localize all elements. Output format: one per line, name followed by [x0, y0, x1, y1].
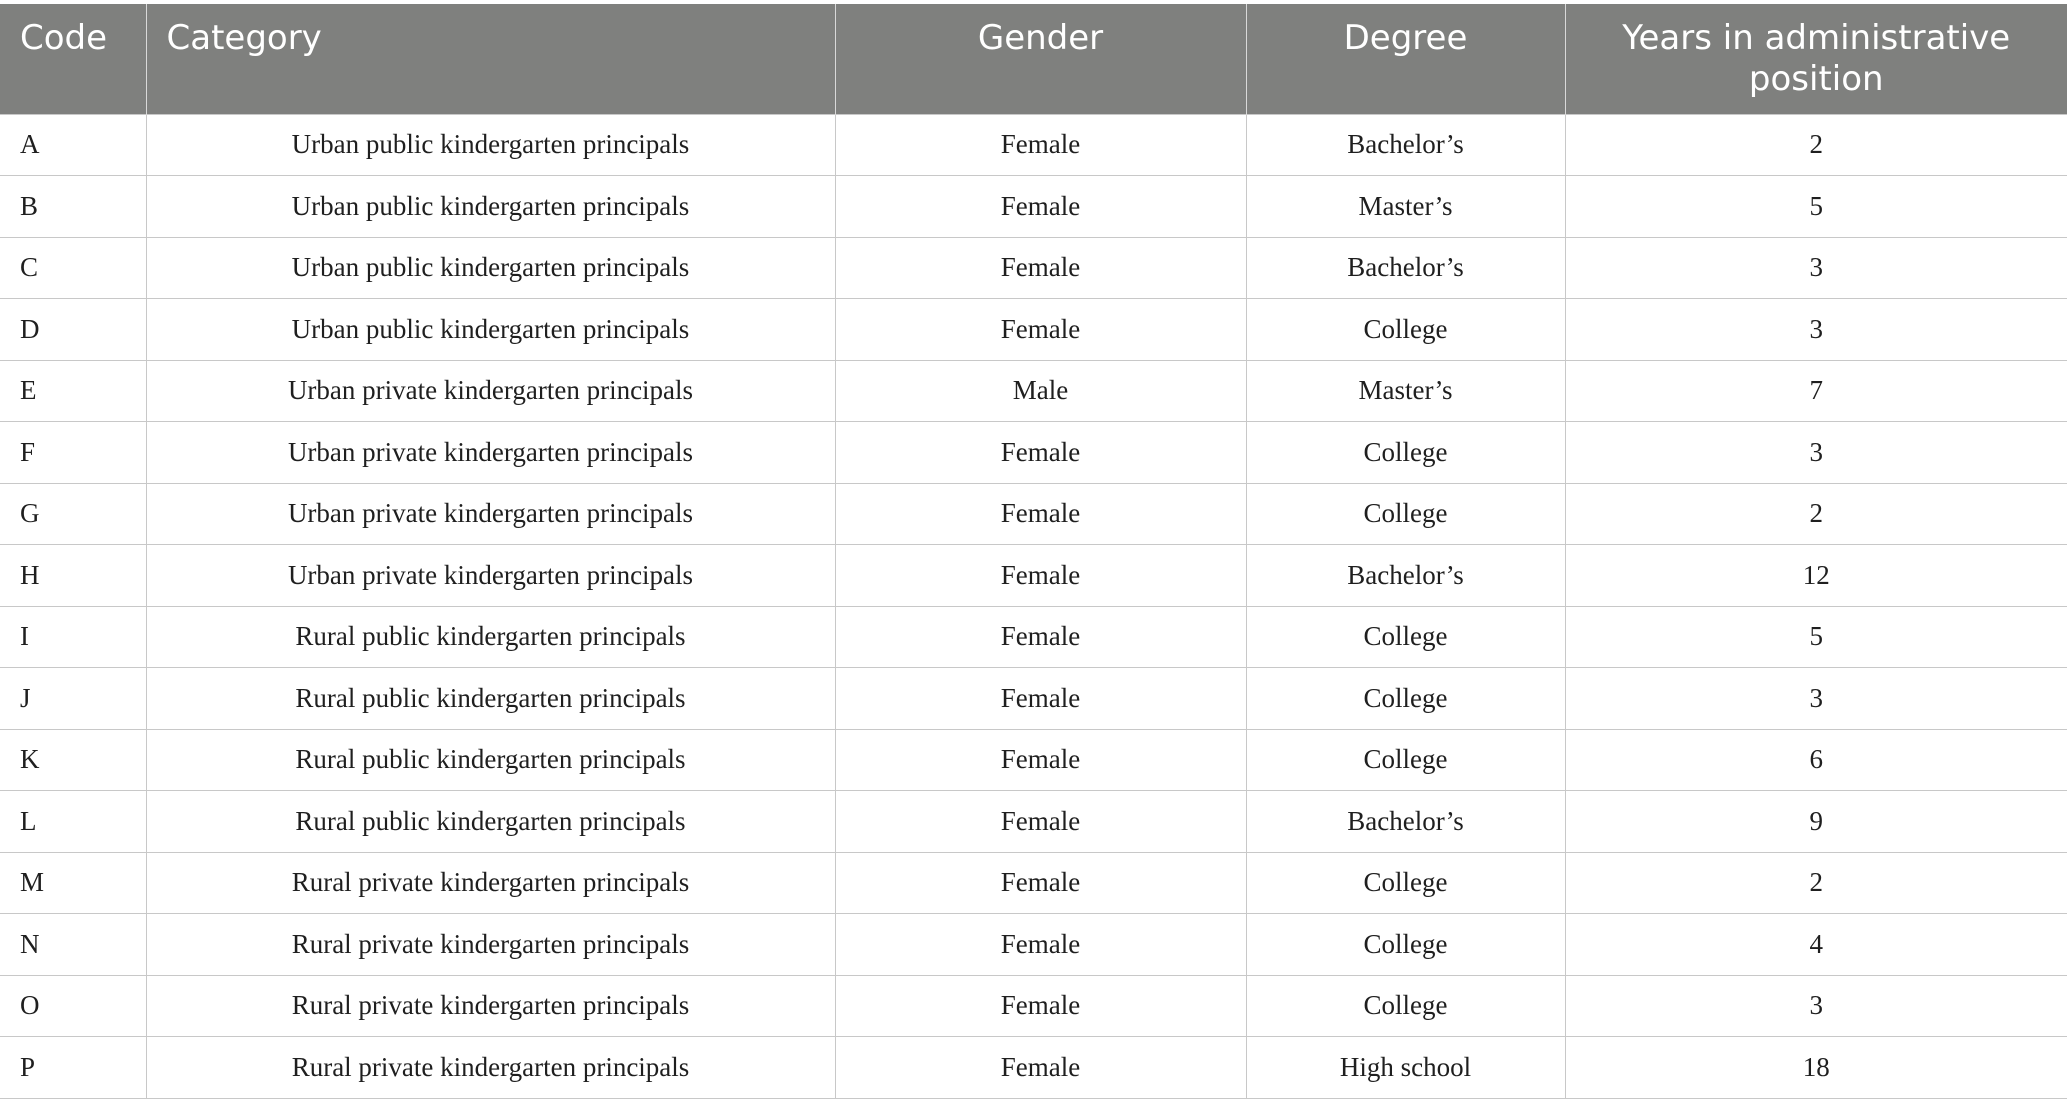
- cell-degree: College: [1246, 729, 1565, 791]
- cell-degree: College: [1246, 852, 1565, 914]
- cell-gender: Female: [835, 545, 1246, 607]
- cell-years: 6: [1565, 729, 2067, 791]
- cell-category: Urban private kindergarten principals: [146, 483, 835, 545]
- cell-gender: Female: [835, 668, 1246, 730]
- table-row: [0, 852, 2067, 914]
- cell-gender: Female: [835, 729, 1246, 791]
- cell-degree: High school: [1246, 1037, 1565, 1099]
- cell-gender: Female: [835, 422, 1246, 484]
- cell-gender: Female: [835, 914, 1246, 976]
- cell-gender: Female: [835, 176, 1246, 238]
- cell-years: 3: [1565, 237, 2067, 299]
- table-row: [0, 114, 2067, 176]
- table-row: [0, 729, 2067, 791]
- cell-gender: Female: [835, 114, 1246, 176]
- header-category: Category: [146, 4, 835, 114]
- cell-years: 2: [1565, 114, 2067, 176]
- cell-years: 3: [1565, 668, 2067, 730]
- table-row: [0, 975, 2067, 1037]
- cell-category: Urban private kindergarten principals: [146, 422, 835, 484]
- cell-code: B: [0, 176, 146, 238]
- cell-degree: Bachelor’s: [1246, 114, 1565, 176]
- table-row: [0, 545, 2067, 607]
- cell-category: Rural private kindergarten principals: [146, 852, 835, 914]
- cell-code: M: [0, 852, 146, 914]
- header-gender: Gender: [835, 4, 1246, 114]
- cell-years: 2: [1565, 852, 2067, 914]
- cell-gender: Female: [835, 975, 1246, 1037]
- table-row: [0, 360, 2067, 422]
- table-row: [0, 483, 2067, 545]
- table-row: [0, 237, 2067, 299]
- cell-years: 4: [1565, 914, 2067, 976]
- cell-years: 18: [1565, 1037, 2067, 1099]
- cell-code: N: [0, 914, 146, 976]
- table-row: [0, 668, 2067, 730]
- cell-gender: Female: [835, 606, 1246, 668]
- cell-degree: Bachelor’s: [1246, 545, 1565, 607]
- table-row: [0, 422, 2067, 484]
- header-row: [0, 4, 2067, 114]
- cell-degree: Bachelor’s: [1246, 237, 1565, 299]
- cell-degree: College: [1246, 668, 1565, 730]
- cell-code: K: [0, 729, 146, 791]
- cell-degree: College: [1246, 975, 1565, 1037]
- table-row: [0, 176, 2067, 238]
- cell-code: F: [0, 422, 146, 484]
- cell-years: 2: [1565, 483, 2067, 545]
- cell-code: I: [0, 606, 146, 668]
- cell-code: C: [0, 237, 146, 299]
- table-row: [0, 606, 2067, 668]
- cell-gender: Female: [835, 852, 1246, 914]
- principals-table-container: [0, 4, 2067, 1099]
- cell-gender: Female: [835, 791, 1246, 853]
- cell-category: Rural public kindergarten principals: [146, 729, 835, 791]
- cell-degree: College: [1246, 914, 1565, 976]
- cell-code: H: [0, 545, 146, 607]
- cell-code: D: [0, 299, 146, 361]
- cell-years: 5: [1565, 606, 2067, 668]
- cell-gender: Female: [835, 299, 1246, 361]
- cell-years: 7: [1565, 360, 2067, 422]
- cell-years: 9: [1565, 791, 2067, 853]
- table-row: [0, 299, 2067, 361]
- cell-gender: Female: [835, 1037, 1246, 1099]
- cell-category: Urban public kindergarten principals: [146, 176, 835, 238]
- cell-code: O: [0, 975, 146, 1037]
- table-row: [0, 791, 2067, 853]
- cell-category: Rural public kindergarten principals: [146, 606, 835, 668]
- cell-category: Rural public kindergarten principals: [146, 668, 835, 730]
- cell-degree: College: [1246, 606, 1565, 668]
- table-row: [0, 914, 2067, 976]
- cell-category: Urban public kindergarten principals: [146, 114, 835, 176]
- cell-code: J: [0, 668, 146, 730]
- table-header: [0, 4, 2067, 114]
- header-code: Code: [0, 4, 146, 114]
- table-body: [0, 114, 2067, 1098]
- principals-table: [0, 4, 2067, 1099]
- cell-years: 3: [1565, 299, 2067, 361]
- cell-degree: College: [1246, 422, 1565, 484]
- cell-degree: Bachelor’s: [1246, 791, 1565, 853]
- cell-category: Rural private kindergarten principals: [146, 975, 835, 1037]
- cell-years: 12: [1565, 545, 2067, 607]
- cell-code: A: [0, 114, 146, 176]
- cell-code: L: [0, 791, 146, 853]
- cell-code: G: [0, 483, 146, 545]
- cell-category: Rural public kindergarten principals: [146, 791, 835, 853]
- cell-code: P: [0, 1037, 146, 1099]
- cell-gender: Male: [835, 360, 1246, 422]
- cell-years: 3: [1565, 422, 2067, 484]
- cell-degree: College: [1246, 299, 1565, 361]
- cell-degree: College: [1246, 483, 1565, 545]
- cell-category: Urban public kindergarten principals: [146, 237, 835, 299]
- cell-years: 5: [1565, 176, 2067, 238]
- cell-code: E: [0, 360, 146, 422]
- cell-category: Rural private kindergarten principals: [146, 914, 835, 976]
- cell-category: Rural private kindergarten principals: [146, 1037, 835, 1099]
- cell-gender: Female: [835, 483, 1246, 545]
- cell-category: Urban private kindergarten principals: [146, 545, 835, 607]
- header-degree: Degree: [1246, 4, 1565, 114]
- cell-category: Urban private kindergarten principals: [146, 360, 835, 422]
- cell-degree: Master’s: [1246, 360, 1565, 422]
- cell-years: 3: [1565, 975, 2067, 1037]
- cell-gender: Female: [835, 237, 1246, 299]
- table-row: [0, 1037, 2067, 1099]
- cell-category: Urban public kindergarten principals: [146, 299, 835, 361]
- header-years: Years in administrative position: [1565, 4, 2067, 114]
- cell-degree: Master’s: [1246, 176, 1565, 238]
